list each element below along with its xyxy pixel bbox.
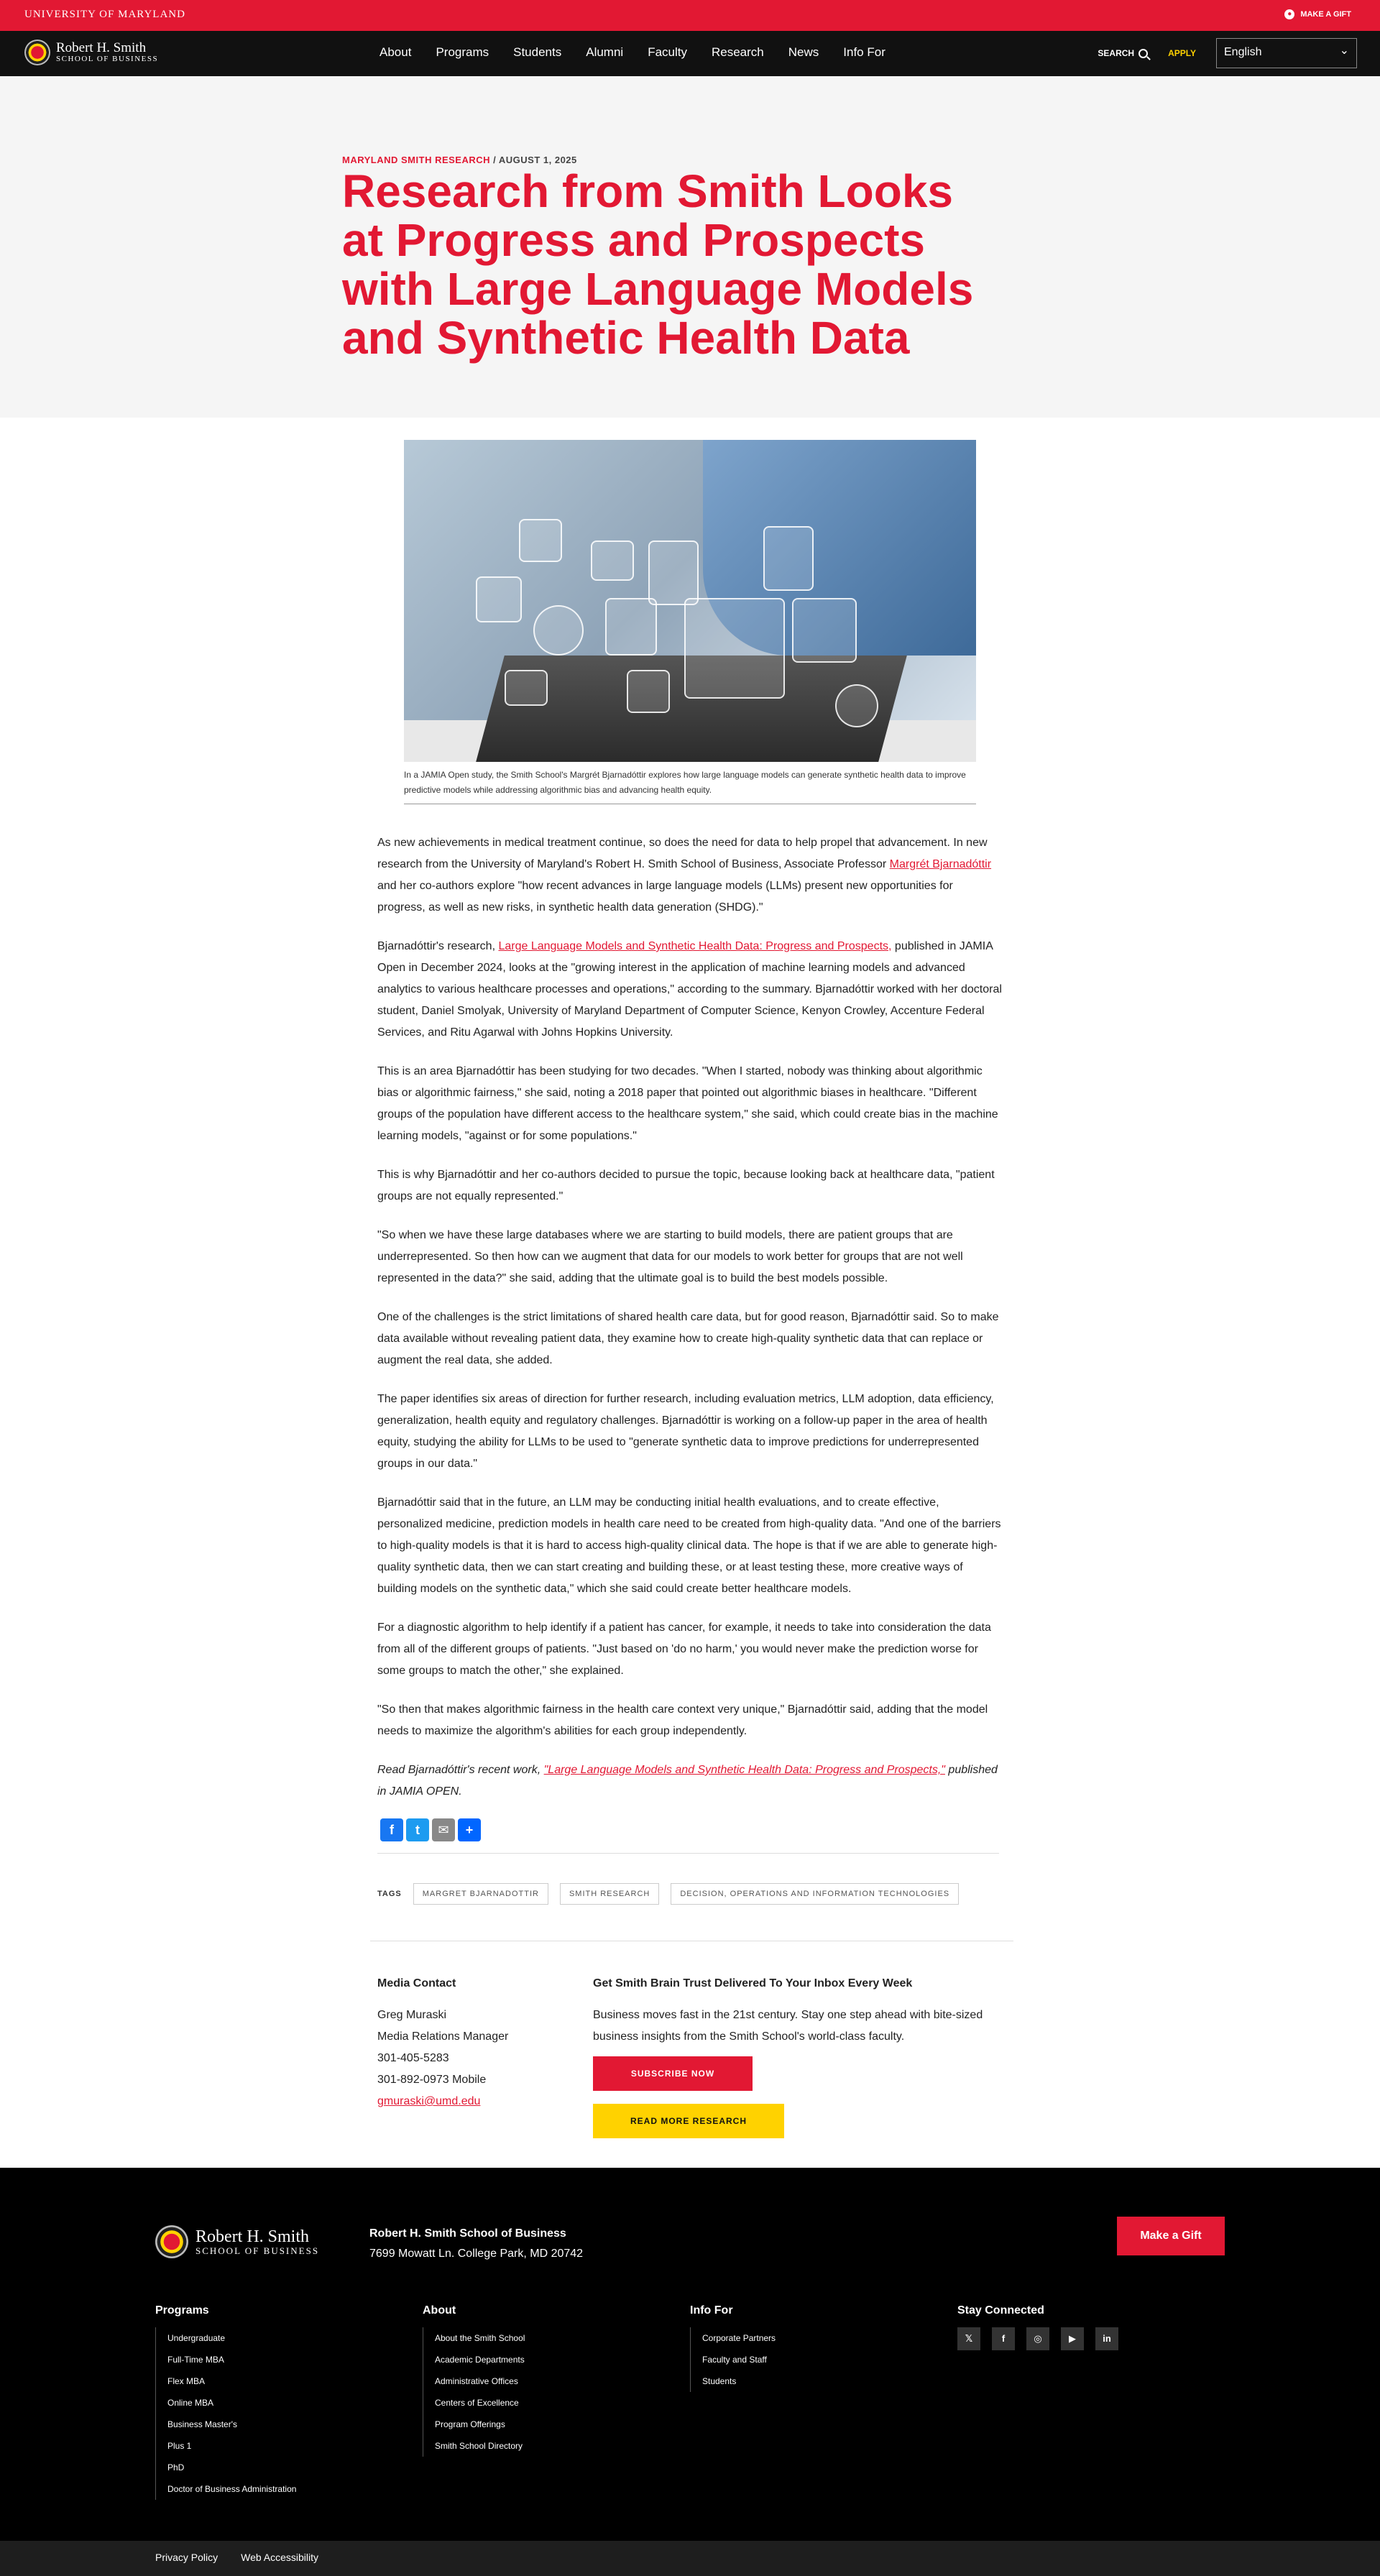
faculty-profile-link[interactable]: Margrét Bjarnadóttir bbox=[889, 858, 992, 870]
footer-social bbox=[957, 2304, 1118, 2350]
nav-research[interactable]: Research bbox=[712, 45, 764, 59]
primary-nav bbox=[380, 45, 886, 60]
footer-link[interactable]: Smith School Directory bbox=[435, 2441, 523, 2451]
paper-link[interactable]: Large Language Models and Synthetic Health Data: Progress and Prospects, bbox=[498, 940, 892, 952]
search-label: SEARCH bbox=[1098, 48, 1135, 58]
footer-link[interactable]: Academic Departments bbox=[435, 2355, 525, 2365]
footer-link[interactable]: PhD bbox=[167, 2462, 185, 2472]
paragraph: Bjarnadóttir's research, Large Language Models and Synthetic Health Data: Progress and Prospects, published in JAMIA Open in December 2024, looks at the "growing interest in the application of machine learning models and advanced analytics to various healthcare processes and operations," according to the summary. Bjarnadóttir worked with her doctoral student, Daniel Smolyak, University of Maryland Department of Computer Science, Kenyon Crowley, Accenture Federal Services, and Ritu Agarwal with Johns Hopkins University. bbox=[377, 940, 1002, 1039]
privacy-policy-link[interactable]: Privacy Policy bbox=[155, 2552, 218, 2563]
youtube-icon[interactable]: ▶ bbox=[1061, 2327, 1084, 2350]
media-contact bbox=[377, 1973, 508, 2112]
footer-link[interactable]: Administrative Offices bbox=[435, 2376, 518, 2386]
contact-phone: 301-405-5283 bbox=[377, 2052, 449, 2064]
brand-line2: SCHOOL OF BUSINESS bbox=[56, 55, 159, 64]
smith-logo[interactable] bbox=[24, 40, 158, 65]
email-share-icon[interactable]: ✉ bbox=[432, 1818, 455, 1841]
paragraph: As new achievements in medical treatment continue, so does the need for data to help propel that advancement. In new research from the University of Maryland's Robert H. Smith School of Business, Associate Professor Margrét Bjarnadóttir and her co-authors explore "how recent advances in large language models (LLMs) present new opportunities for progress, as well as new risks, in synthetic health data generation (SHDG)." bbox=[377, 837, 992, 914]
nav-programs[interactable]: Programs bbox=[436, 45, 489, 59]
site-footer bbox=[0, 2168, 1380, 2541]
contact-name: Greg Muraski bbox=[377, 2009, 447, 2021]
paragraph: This is why Bjarnadóttir and her co-authors decided to pursue the topic, because looking back at healthcare data, "patient groups are not equally represented." bbox=[377, 1169, 995, 1202]
article-body bbox=[377, 832, 1003, 1820]
article-image bbox=[404, 440, 976, 762]
nav-faculty[interactable]: Faculty bbox=[648, 45, 687, 59]
paragraph: One of the challenges is the strict limitations of shared health care data, but for good reason, Bjarnadóttir said. So to make data available without revealing patient data, they examine how to create high-quality synthetic data that can replace or augment the real data, she added. bbox=[377, 1311, 999, 1366]
instagram-icon[interactable]: ◎ bbox=[1026, 2327, 1049, 2350]
footer-link[interactable]: Plus 1 bbox=[167, 2441, 192, 2451]
tag-smith-research[interactable]: SMITH RESEARCH bbox=[560, 1883, 659, 1905]
footer-address bbox=[369, 2224, 583, 2264]
footer-about-heading: About bbox=[423, 2304, 456, 2317]
share-bar bbox=[380, 1818, 481, 1841]
paragraph: "So when we have these large databases where we are starting to build models, there are patient groups that are underrepresented. So then how can we augment that data for our models to work better for groups that are not well represented in the data?" she said, adding that the ultimate goal is to build the best models possible. bbox=[377, 1229, 963, 1284]
newsletter-heading: Get Smith Brain Trust Delivered To Your Inbox Every Week bbox=[593, 1977, 913, 1990]
make-a-gift-button[interactable]: Make a Gift bbox=[1117, 2217, 1225, 2255]
twitter-share-icon[interactable]: t bbox=[406, 1818, 429, 1841]
contact-email-link[interactable]: gmuraski@umd.edu bbox=[377, 2095, 481, 2107]
divider bbox=[377, 1853, 999, 1854]
umd-topbar bbox=[0, 0, 1380, 31]
apply-link[interactable]: APPLY bbox=[1168, 48, 1196, 58]
paragraph: This is an area Bjarnadóttir has been studying for two decades. "When I started, nobody was thinking about algorithmic bias or algorithmic fairness," she said, noting a 2018 paper that pointed out algorithmic biases in healthcare. "Different groups of the population have different access to the healthcare system," she said, which could create bias in the machine learning models, "against or for some populations." bbox=[377, 1065, 998, 1142]
nav-news[interactable]: News bbox=[788, 45, 819, 59]
brand-line1: Robert H. Smith bbox=[56, 40, 147, 56]
x-icon[interactable]: 𝕏 bbox=[957, 2327, 980, 2350]
article-date: / AUGUST 1, 2025 bbox=[493, 155, 577, 165]
footer-social-heading: Stay Connected bbox=[957, 2304, 1044, 2317]
nav-students[interactable]: Students bbox=[513, 45, 562, 59]
footer-link[interactable]: Corporate Partners bbox=[702, 2333, 776, 2343]
search-icon bbox=[1138, 49, 1148, 58]
footer-link[interactable]: Doctor of Business Administration bbox=[167, 2484, 297, 2494]
paragraph: Bjarnadóttir said that in the future, an LLM may be conducting initial health evaluations, and to create effective, personalized medicine, prediction models in health care need to be created from high-quality data. "And one of the barriers to high-quality models is that it is hard to access high-quality clinical data. The hope is that if we are able to generate high-quality synthetic data, then we can start creating and building these, or at least testing these, more creative ways of building models on the synthetic data," which she said could create better healthcare models. bbox=[377, 1496, 1001, 1595]
tags-row bbox=[377, 1883, 959, 1905]
umd-link[interactable]: UNIVERSITY OF MARYLAND bbox=[24, 9, 185, 20]
footer-info-for bbox=[690, 2304, 776, 2392]
footer-link[interactable]: Flex MBA bbox=[167, 2376, 206, 2386]
footer-link[interactable]: Centers of Excellence bbox=[435, 2398, 519, 2408]
linkedin-icon[interactable]: in bbox=[1095, 2327, 1118, 2350]
sub-footer bbox=[0, 2541, 1380, 2576]
footer-infofor-heading: Info For bbox=[690, 2304, 733, 2317]
image-caption: In a JAMIA Open study, the Smith School's Margrét Bjarnadóttir explores how large language models can generate synthetic health data to improve predictive models while addressing algorithmic bias and advancing health equity. bbox=[404, 768, 976, 804]
tag-margret-bjarnadottir[interactable]: MARGRET BJARNADOTTIR bbox=[413, 1883, 548, 1905]
contact-mobile: 301-892-0973 Mobile bbox=[377, 2074, 487, 2086]
language-select[interactable]: English ⌄ bbox=[1216, 38, 1357, 68]
footer-link[interactable]: About the Smith School bbox=[435, 2333, 525, 2343]
footer-logo[interactable] bbox=[155, 2225, 319, 2258]
footer-link[interactable]: Faculty and Staff bbox=[702, 2355, 767, 2365]
gift-icon: ● bbox=[1284, 9, 1294, 19]
footer-link[interactable]: Full-Time MBA bbox=[167, 2355, 224, 2365]
main-navbar bbox=[0, 31, 1380, 76]
footer-link[interactable]: Undergraduate bbox=[167, 2333, 226, 2343]
category-link[interactable]: MARYLAND SMITH RESEARCH bbox=[342, 155, 491, 165]
footer-link[interactable]: Program Offerings bbox=[435, 2419, 505, 2429]
nav-alumni[interactable]: Alumni bbox=[586, 45, 624, 59]
contact-role: Media Relations Manager bbox=[377, 2030, 509, 2043]
nav-about[interactable]: About bbox=[380, 45, 412, 59]
paragraph: "So then that makes algorithmic fairness in the health care context very unique," Bjarnadóttir said, adding that the model needs to maximize the algorithm's abilities for each group independently. bbox=[377, 1703, 988, 1737]
tag-doit[interactable]: DECISION, OPERATIONS AND INFORMATION TECHNOLOGIES bbox=[671, 1883, 959, 1905]
footer-school-name: Robert H. Smith School of Business bbox=[369, 2227, 566, 2240]
make-a-gift-link[interactable] bbox=[1284, 9, 1351, 19]
footer-street: 7699 Mowatt Ln. College Park, MD 20742 bbox=[369, 2248, 584, 2260]
more-share-icon[interactable]: + bbox=[458, 1818, 481, 1841]
footer-brand-line2: SCHOOL OF BUSINESS bbox=[196, 2245, 320, 2256]
page-title: Research from Smith Looks at Progress and Prospects with Large Language Models and Synthetic Health Data bbox=[342, 165, 974, 364]
footer-link[interactable]: Students bbox=[702, 2376, 737, 2386]
paragraph: Read Bjarnadóttir's recent work, "Large Language Models and Synthetic Health Data: Progress and Prospects," published in JAMIA OPEN. bbox=[377, 1764, 998, 1798]
umd-seal-icon bbox=[155, 2225, 188, 2258]
media-contact-heading: Media Contact bbox=[377, 1977, 456, 1990]
make-a-gift-label: MAKE A GIFT bbox=[1300, 10, 1351, 19]
subscribe-button[interactable]: SUBSCRIBE NOW bbox=[593, 2056, 753, 2091]
paragraph: For a diagnostic algorithm to help identify if a patient has cancer, for example, it needs to take into consideration the data from all of the different groups of patients. "Just based on 'do no harm,' you would never make the prediction worse for some groups to match the other," she explained. bbox=[377, 1622, 991, 1677]
paper-link-2[interactable]: "Large Language Models and Synthetic Health Data: Progress and Prospects," bbox=[543, 1764, 945, 1776]
facebook-share-icon[interactable]: f bbox=[380, 1818, 403, 1841]
search-button[interactable] bbox=[1098, 48, 1148, 58]
article-eyebrow bbox=[342, 155, 577, 165]
paragraph: The paper identifies six areas of direction for further research, including evaluation metrics, LLM adoption, data efficiency, generalization, health equity and regulatory challenges. Bjarnadóttir is working on a follow-up paper in the area of health equity, studying the ability for LLMs to be used to "generate synthetic data to improve predictions for underrepresented groups in our data." bbox=[377, 1393, 994, 1470]
footer-about bbox=[423, 2304, 525, 2457]
nav-info-for[interactable]: Info For bbox=[843, 45, 886, 59]
web-accessibility-link[interactable]: Web Accessibility bbox=[241, 2552, 319, 2563]
footer-brand-line1: Robert H. Smith bbox=[196, 2227, 310, 2246]
read-more-research-button[interactable]: READ MORE RESEARCH bbox=[593, 2104, 784, 2138]
footer-link[interactable]: Business Master's bbox=[167, 2419, 237, 2429]
newsletter-body: Business moves fast in the 21st century. Stay one step ahead with bite-sized business insights from the Smith School's world-class faculty. bbox=[593, 2009, 983, 2043]
footer-programs-heading: Programs bbox=[155, 2304, 209, 2317]
footer-programs bbox=[155, 2304, 296, 2500]
footer-link[interactable]: Online MBA bbox=[167, 2398, 214, 2408]
facebook-icon[interactable]: f bbox=[992, 2327, 1015, 2350]
newsletter-signup bbox=[593, 1973, 1003, 2138]
umd-seal-icon bbox=[24, 40, 50, 65]
tags-label: TAGS bbox=[377, 1890, 402, 1898]
